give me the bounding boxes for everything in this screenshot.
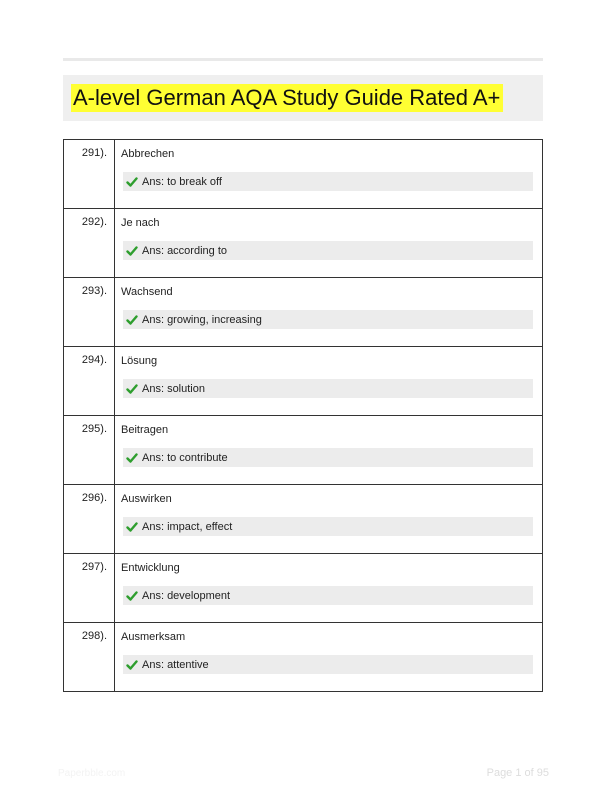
answer-box <box>123 448 533 467</box>
table-row <box>64 140 542 209</box>
answer-box <box>123 241 533 260</box>
answer-text: Ans: according to <box>142 244 227 257</box>
item-body <box>115 140 542 208</box>
question-text: Ausmerksam <box>121 631 186 643</box>
item-body <box>115 416 542 484</box>
item-number: 298). <box>64 623 115 691</box>
answer-text: Ans: solution <box>142 382 205 395</box>
question-text: Wachsend <box>121 286 173 298</box>
item-body <box>115 485 542 553</box>
answer-box <box>123 172 533 191</box>
check-icon <box>126 245 138 257</box>
item-body <box>115 209 542 277</box>
check-icon <box>126 659 138 671</box>
table-row <box>64 347 542 416</box>
question-text: Je nach <box>121 217 160 229</box>
answer-text: Ans: to contribute <box>142 451 228 464</box>
item-body <box>115 554 542 622</box>
page-number: Page 1 of 95 <box>486 767 549 779</box>
answer-text: Ans: attentive <box>142 658 209 671</box>
check-icon <box>126 176 138 188</box>
table-row <box>64 554 542 623</box>
answer-text: Ans: to break off <box>142 175 222 188</box>
question-text: Entwicklung <box>121 562 180 574</box>
answer-box <box>123 310 533 329</box>
table-row <box>64 416 542 485</box>
item-number: 293). <box>64 278 115 346</box>
answer-box <box>123 379 533 398</box>
top-divider <box>63 58 543 61</box>
item-number: 296). <box>64 485 115 553</box>
item-number: 295). <box>64 416 115 484</box>
table-row <box>64 623 542 691</box>
check-icon <box>126 314 138 326</box>
question-text: Abbrechen <box>121 148 175 160</box>
answer-box <box>123 517 533 536</box>
item-number: 297). <box>64 554 115 622</box>
answer-box <box>123 586 533 605</box>
title-bar <box>63 75 543 121</box>
question-text: Beitragen <box>121 424 169 436</box>
answer-text: Ans: growing, increasing <box>142 313 262 326</box>
item-body <box>115 278 542 346</box>
item-body <box>115 347 542 415</box>
item-number: 291). <box>64 140 115 208</box>
answer-box <box>123 655 533 674</box>
check-icon <box>126 452 138 464</box>
footer-watermark: Paperbble.com <box>58 768 126 779</box>
answer-text: Ans: development <box>142 589 231 602</box>
item-body <box>115 623 542 691</box>
question-text: Auswirken <box>121 493 172 505</box>
item-number: 292). <box>64 209 115 277</box>
table-row <box>64 209 542 278</box>
table-row <box>64 278 542 347</box>
question-text: Lösung <box>121 355 158 367</box>
check-icon <box>126 383 138 395</box>
page-title: A-level German AQA Study Guide Rated A+ <box>71 84 503 112</box>
answer-text: Ans: impact, effect <box>142 520 233 533</box>
check-icon <box>126 521 138 533</box>
qa-table <box>63 139 543 692</box>
table-row <box>64 485 542 554</box>
item-number: 294). <box>64 347 115 415</box>
check-icon <box>126 590 138 602</box>
